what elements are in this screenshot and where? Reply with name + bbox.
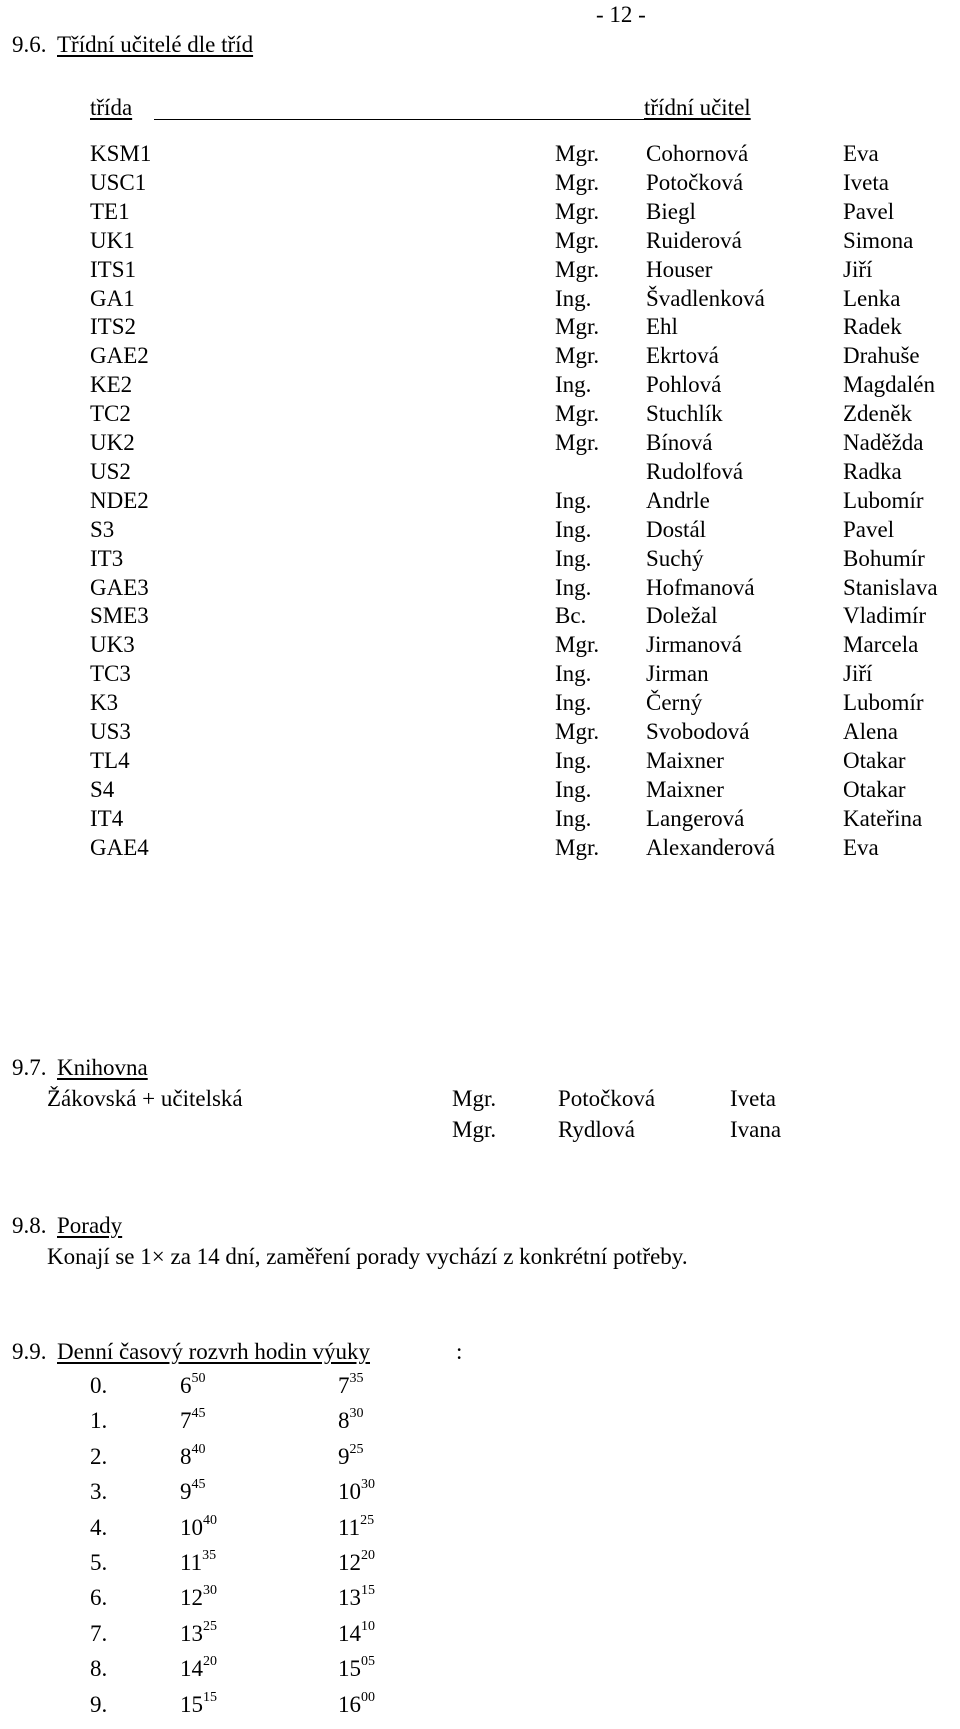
schedule-row bbox=[0, 1618, 960, 1658]
list-item bbox=[0, 1118, 960, 1150]
table-row bbox=[0, 258, 960, 290]
teacher-title-cell: Ing. bbox=[555, 690, 592, 716]
teacher-surname-cell: Svobodová bbox=[646, 719, 750, 744]
lesson-number: 1. bbox=[90, 1408, 108, 1434]
teacher-firstname-cell: Jiří bbox=[843, 256, 873, 282]
teacher-surname-cell: Hofmanová bbox=[646, 574, 755, 600]
lesson-end-time bbox=[338, 1689, 375, 1717]
lesson-start-time bbox=[180, 1618, 217, 1646]
hour: 14 bbox=[180, 1656, 203, 1682]
table-row bbox=[0, 604, 960, 636]
teacher-firstname-cell: Pavel bbox=[843, 516, 895, 542]
teacher-firstname-cell: Eva bbox=[843, 141, 879, 166]
staff-surname: Rydlová bbox=[558, 1117, 636, 1142]
minutes: 20 bbox=[203, 1654, 217, 1670]
minutes: 45 bbox=[191, 1406, 206, 1422]
class-cell: TL4 bbox=[90, 747, 130, 773]
table-row bbox=[0, 171, 960, 203]
minutes: 30 bbox=[361, 1477, 375, 1493]
schedule-row bbox=[0, 1441, 960, 1481]
class-cell: US2 bbox=[90, 458, 131, 484]
table-row bbox=[0, 518, 960, 550]
table-row bbox=[0, 778, 960, 810]
section-number: 9.9. bbox=[12, 1339, 47, 1364]
teacher-firstname-cell: Radek bbox=[843, 314, 902, 340]
teacher-title-cell: Mgr. bbox=[555, 401, 600, 427]
lesson-end-time bbox=[338, 1477, 375, 1505]
teacher-title-cell: Mgr. bbox=[555, 343, 600, 369]
teacher-surname-cell: Ekrtová bbox=[646, 343, 719, 369]
table-row bbox=[0, 373, 960, 405]
table-row bbox=[0, 344, 960, 376]
teacher-surname-cell: Maixner bbox=[646, 776, 724, 802]
teacher-title-cell: Ing. bbox=[555, 661, 592, 687]
teacher-firstname-cell: Lubomír bbox=[843, 690, 924, 716]
hour: 15 bbox=[180, 1691, 203, 1717]
hour: 10 bbox=[338, 1479, 361, 1505]
teacher-surname-cell: Švadlenková bbox=[646, 285, 765, 311]
teacher-surname-cell: Alexanderová bbox=[646, 834, 775, 860]
teacher-title-cell: Mgr. bbox=[555, 430, 600, 455]
library-label: Žákovská + učitelská bbox=[47, 1086, 243, 1111]
teacher-surname-cell: Bínová bbox=[646, 430, 713, 455]
table-row bbox=[0, 662, 960, 694]
minutes: 40 bbox=[203, 1512, 217, 1528]
teacher-firstname-cell: Lubomír bbox=[843, 487, 924, 513]
hour: 6 bbox=[180, 1373, 192, 1398]
table-row bbox=[0, 547, 960, 579]
teacher-firstname-cell: Drahuše bbox=[843, 343, 920, 369]
hour: 14 bbox=[338, 1620, 361, 1646]
teacher-firstname-cell: Bohumír bbox=[843, 545, 925, 571]
lesson-end-time bbox=[338, 1406, 364, 1434]
hour: 10 bbox=[180, 1514, 203, 1540]
teacher-surname-cell: Ruiderová bbox=[646, 227, 742, 253]
teacher-surname-cell: Doležal bbox=[646, 603, 718, 629]
hour: 12 bbox=[180, 1585, 203, 1611]
minutes: 25 bbox=[360, 1512, 375, 1528]
class-cell: SME3 bbox=[90, 603, 149, 629]
staff-title: Mgr. bbox=[452, 1086, 497, 1111]
class-cell: KSM1 bbox=[90, 141, 152, 166]
teacher-surname-cell: Andrle bbox=[646, 487, 710, 513]
teacher-title-cell: Mgr. bbox=[555, 314, 600, 340]
teacher-surname-cell: Jirmanová bbox=[646, 632, 742, 658]
schedule-row bbox=[0, 1548, 960, 1587]
teacher-title-cell: Ing. bbox=[555, 516, 592, 542]
lesson-start-time bbox=[180, 1512, 217, 1540]
section-number: 9.6. bbox=[12, 32, 47, 57]
teacher-title-cell: Ing. bbox=[555, 285, 592, 311]
class-cell: K3 bbox=[90, 690, 119, 716]
class-cell: UK1 bbox=[90, 227, 135, 253]
teacher-surname-cell: Cohornová bbox=[646, 141, 749, 166]
teacher-title-cell: Mgr. bbox=[555, 632, 600, 658]
section-title: Knihovna bbox=[57, 1055, 148, 1080]
teacher-title-cell: Ing. bbox=[555, 805, 592, 831]
teacher-surname-cell: Černý bbox=[646, 690, 703, 716]
column-header-teacher: třídní učitel bbox=[644, 95, 751, 120]
class-cell: IT4 bbox=[90, 805, 124, 831]
minutes: 15 bbox=[361, 1583, 375, 1599]
hour: 8 bbox=[180, 1443, 192, 1469]
lesson-number: 7. bbox=[90, 1620, 108, 1646]
schedule-row bbox=[0, 1583, 960, 1622]
schedule-row bbox=[0, 1371, 960, 1410]
section-number: 9.8. bbox=[12, 1213, 47, 1238]
hour: 16 bbox=[338, 1691, 361, 1717]
hour: 9 bbox=[338, 1443, 350, 1469]
teacher-surname-cell: Langerová bbox=[646, 805, 745, 831]
section-number: 9.7. bbox=[12, 1055, 47, 1080]
lesson-number: 5. bbox=[90, 1550, 108, 1575]
teacher-firstname-cell: Marcela bbox=[843, 632, 919, 658]
lesson-start-time bbox=[180, 1406, 206, 1434]
table-row bbox=[0, 402, 960, 434]
class-cell: TC3 bbox=[90, 661, 131, 687]
staff-firstname: Iveta bbox=[730, 1086, 776, 1111]
teacher-firstname-cell: Zdeněk bbox=[843, 401, 912, 427]
teacher-title-cell: Mgr. bbox=[555, 198, 600, 224]
lesson-number: 9. bbox=[90, 1691, 108, 1717]
class-cell: S4 bbox=[90, 776, 115, 802]
lesson-end-time bbox=[338, 1583, 375, 1611]
schedule-row bbox=[0, 1406, 960, 1445]
lesson-end-time bbox=[338, 1548, 375, 1575]
teacher-title-cell: Bc. bbox=[555, 603, 587, 629]
minutes: 35 bbox=[202, 1548, 217, 1563]
staff-surname: Potočková bbox=[558, 1086, 656, 1111]
teacher-firstname-cell: Magdalén bbox=[843, 372, 935, 398]
table-row bbox=[0, 691, 960, 723]
teacher-firstname-cell: Stanislava bbox=[843, 574, 938, 600]
lesson-end-time bbox=[338, 1441, 364, 1469]
teacher-title-cell: Ing. bbox=[555, 574, 592, 600]
schedule-row bbox=[0, 1689, 960, 1729]
teacher-surname-cell: Pohlová bbox=[646, 372, 722, 398]
hour: 15 bbox=[338, 1656, 361, 1682]
teacher-surname-cell: Dostál bbox=[646, 516, 707, 542]
lesson-start-time bbox=[180, 1477, 206, 1505]
teacher-surname-cell: Houser bbox=[646, 256, 713, 282]
class-cell: IT3 bbox=[90, 545, 124, 571]
class-cell: US3 bbox=[90, 719, 131, 744]
teacher-surname-cell: Biegl bbox=[646, 198, 696, 224]
class-cell: ITS1 bbox=[90, 256, 136, 282]
teacher-firstname-cell: Iveta bbox=[843, 169, 889, 195]
lesson-start-time bbox=[180, 1371, 206, 1398]
hour: 7 bbox=[338, 1373, 350, 1398]
lesson-end-time bbox=[338, 1654, 375, 1682]
hour: 11 bbox=[180, 1550, 203, 1575]
minutes: 30 bbox=[203, 1583, 217, 1599]
class-cell: USC1 bbox=[90, 169, 147, 195]
teacher-title-cell: Mgr. bbox=[555, 834, 600, 860]
lesson-start-time bbox=[180, 1441, 206, 1469]
table-row bbox=[0, 749, 960, 781]
list-item bbox=[0, 1087, 960, 1119]
class-cell: ITS2 bbox=[90, 314, 136, 340]
minutes: 05 bbox=[361, 1654, 375, 1670]
minutes: 30 bbox=[349, 1406, 364, 1422]
teacher-title-cell: Mgr. bbox=[555, 141, 600, 166]
class-cell: NDE2 bbox=[90, 487, 149, 513]
teacher-title-cell: Ing. bbox=[555, 545, 592, 571]
page-number: - 12 - bbox=[596, 2, 646, 27]
class-cell: S3 bbox=[90, 516, 115, 542]
minutes: 40 bbox=[191, 1441, 206, 1457]
lesson-number: 4. bbox=[90, 1514, 108, 1540]
column-header-class: třída bbox=[90, 95, 133, 120]
staff-title: Mgr. bbox=[452, 1117, 497, 1142]
class-cell: TE1 bbox=[90, 198, 130, 224]
section-title: Třídní učitelé dle tříd bbox=[57, 32, 254, 57]
hour: 11 bbox=[338, 1514, 361, 1540]
lesson-end-time bbox=[338, 1512, 375, 1540]
minutes: 10 bbox=[361, 1618, 375, 1634]
hour: 9 bbox=[180, 1479, 192, 1505]
lesson-start-time bbox=[180, 1548, 217, 1575]
minutes: 25 bbox=[349, 1441, 364, 1457]
teacher-surname-cell: Rudolfová bbox=[646, 458, 744, 484]
hour: 12 bbox=[338, 1550, 361, 1575]
class-cell: TC2 bbox=[90, 401, 131, 427]
class-cell: GAE3 bbox=[90, 574, 149, 600]
teacher-title-cell: Ing. bbox=[555, 776, 592, 802]
teacher-surname-cell: Jirman bbox=[646, 661, 709, 687]
table-row bbox=[0, 807, 960, 839]
table-row bbox=[0, 836, 960, 868]
lesson-end-time bbox=[338, 1618, 375, 1646]
staff-firstname: Ivana bbox=[730, 1117, 782, 1142]
table-row bbox=[0, 431, 960, 463]
teacher-surname-cell: Stuchlík bbox=[646, 401, 723, 427]
schedule-row bbox=[0, 1477, 960, 1516]
teacher-firstname-cell: Kateřina bbox=[843, 805, 923, 831]
teacher-firstname-cell: Simona bbox=[843, 227, 914, 253]
table-row bbox=[0, 287, 960, 319]
minutes: 25 bbox=[203, 1618, 217, 1634]
teacher-title-cell: Mgr. bbox=[555, 227, 600, 253]
class-cell: GAE2 bbox=[90, 343, 149, 369]
schedule-row bbox=[0, 1654, 960, 1693]
section-title: Denní časový rozvrh hodin výuky bbox=[57, 1339, 370, 1364]
minutes: 35 bbox=[349, 1371, 364, 1386]
lesson-start-time bbox=[180, 1583, 217, 1611]
table-row bbox=[0, 489, 960, 521]
teacher-firstname-cell: Radka bbox=[843, 458, 902, 484]
table-row bbox=[0, 229, 960, 261]
teacher-surname-cell: Suchý bbox=[646, 545, 704, 571]
teacher-firstname-cell: Vladimír bbox=[843, 603, 927, 629]
lesson-number: 2. bbox=[90, 1443, 108, 1469]
header-underline bbox=[154, 119, 644, 120]
teacher-firstname-cell: Naděžda bbox=[843, 430, 924, 455]
teacher-firstname-cell: Jiří bbox=[843, 661, 873, 687]
class-cell: GA1 bbox=[90, 285, 135, 311]
teacher-surname-cell: Maixner bbox=[646, 747, 724, 773]
hour: 13 bbox=[338, 1585, 361, 1611]
teacher-firstname-cell: Eva bbox=[843, 834, 879, 860]
minutes: 15 bbox=[203, 1689, 217, 1705]
teacher-firstname-cell: Otakar bbox=[843, 776, 906, 802]
teacher-surname-cell: Ehl bbox=[646, 314, 678, 340]
schedule-row bbox=[0, 1512, 960, 1552]
teacher-title-cell: Mgr. bbox=[555, 169, 600, 195]
hour: 7 bbox=[180, 1408, 192, 1434]
lesson-number: 0. bbox=[90, 1373, 108, 1398]
lesson-start-time bbox=[180, 1689, 217, 1717]
section-colon: : bbox=[456, 1339, 463, 1364]
teacher-title-cell: Ing. bbox=[555, 747, 592, 773]
table-row bbox=[0, 200, 960, 232]
teacher-title-cell: Ing. bbox=[555, 487, 592, 513]
table-row bbox=[0, 633, 960, 665]
class-cell: UK3 bbox=[90, 632, 135, 658]
lesson-number: 6. bbox=[90, 1585, 108, 1611]
teacher-firstname-cell: Otakar bbox=[843, 747, 906, 773]
hour: 13 bbox=[180, 1620, 203, 1646]
lesson-number: 3. bbox=[90, 1479, 108, 1505]
lesson-start-time bbox=[180, 1654, 217, 1682]
section-title: Porady bbox=[57, 1213, 123, 1238]
minutes: 00 bbox=[361, 1689, 375, 1705]
lesson-number: 8. bbox=[90, 1656, 108, 1682]
lesson-end-time bbox=[338, 1371, 364, 1398]
table-row bbox=[0, 720, 960, 752]
teacher-surname-cell: Potočková bbox=[646, 169, 744, 195]
minutes: 20 bbox=[361, 1548, 375, 1563]
class-cell: UK2 bbox=[90, 430, 135, 455]
teacher-firstname-cell: Lenka bbox=[843, 285, 901, 311]
class-cell: KE2 bbox=[90, 372, 133, 398]
meetings-text: Konají se 1× za 14 dní, zaměření porady vychází z konkrétní potřeby. bbox=[47, 1244, 688, 1269]
class-cell: GAE4 bbox=[90, 834, 149, 860]
minutes: 50 bbox=[191, 1371, 206, 1386]
teacher-title-cell: Mgr. bbox=[555, 256, 600, 282]
teacher-firstname-cell: Alena bbox=[843, 719, 898, 744]
teacher-title-cell: Mgr. bbox=[555, 719, 600, 744]
teacher-firstname-cell: Pavel bbox=[843, 198, 895, 224]
minutes: 45 bbox=[191, 1477, 206, 1493]
hour: 8 bbox=[338, 1408, 350, 1434]
teacher-title-cell: Ing. bbox=[555, 372, 592, 398]
